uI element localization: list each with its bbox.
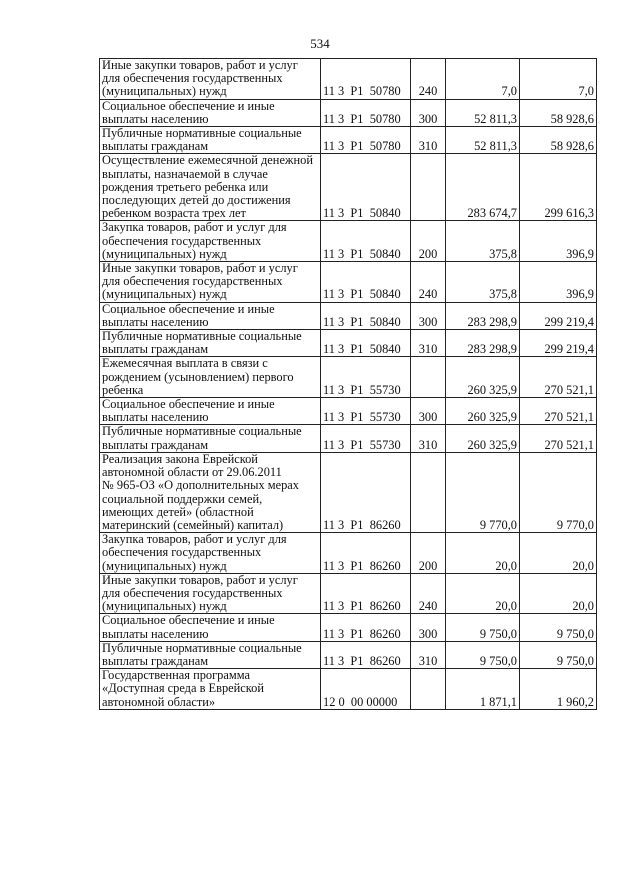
row-name-cell (100, 59, 321, 100)
row-name-line: (муниципальных) нужд (102, 599, 227, 614)
amount-year2-cell: 9 750,0 (520, 641, 597, 668)
expense-type-cell: 240 (411, 59, 446, 100)
table-row (100, 302, 597, 329)
amount-year1-cell: 283 674,7 (446, 154, 520, 221)
table-row (100, 59, 597, 100)
row-name-cell (100, 533, 321, 574)
amount-year1-cell: 9 770,0 (446, 452, 520, 532)
row-name-cell (100, 398, 321, 425)
expense-type-cell (411, 154, 446, 221)
row-name-line: Публичные нормативные социальные (102, 424, 302, 439)
row-name-line: «Доступная среда в Еврейской (102, 681, 264, 696)
code-cell: 12 0 00 00000 (321, 669, 411, 710)
budget-table-body (100, 59, 597, 710)
amount-year1-cell: 1 871,1 (446, 669, 520, 710)
amount-year2-cell: 396,9 (520, 221, 597, 262)
amount-year1-cell: 52 811,3 (446, 127, 520, 154)
row-name-line: автономной области от 29.06.2011 (102, 465, 282, 480)
row-name-cell (100, 573, 321, 614)
expense-type-cell: 300 (411, 398, 446, 425)
expense-type-cell: 310 (411, 641, 446, 668)
row-name-line: материнский (семейный) капитал) (102, 517, 284, 532)
code-cell: 11 3 Р1 86260 (321, 641, 411, 668)
expense-type-cell (411, 452, 446, 532)
row-name-line: обеспечения государственных (102, 545, 262, 560)
expense-type-cell: 310 (411, 425, 446, 452)
row-name-line: (муниципальных) нужд (102, 558, 227, 573)
code-cell: 11 3 Р1 86260 (321, 614, 411, 641)
row-name-line: последующих детей до достижения (102, 193, 291, 208)
row-name-line: имеющих детей» (областной (102, 504, 254, 519)
row-name-line: рождения третьего ребенка или (102, 179, 269, 194)
expense-type-cell: 310 (411, 127, 446, 154)
row-name-cell (100, 357, 321, 398)
row-name-line: для обеспечения государственных (102, 71, 283, 86)
row-name-line: (муниципальных) нужд (102, 287, 227, 302)
code-cell: 11 3 Р1 50840 (321, 302, 411, 329)
row-name-line: выплаты населению (102, 410, 209, 425)
row-name-line: для обеспечения государственных (102, 585, 283, 600)
row-name-line: Публичные нормативные социальные (102, 126, 302, 141)
code-cell: 11 3 Р1 86260 (321, 452, 411, 532)
row-name-line: (муниципальных) нужд (102, 246, 227, 261)
row-name-line: автономной области» (102, 694, 216, 709)
row-name-line: Реализация закона Еврейской (102, 451, 258, 466)
expense-type-cell: 240 (411, 573, 446, 614)
row-name-line: ребенка (102, 382, 144, 397)
table-row (100, 533, 597, 574)
page-number: 534 (310, 36, 330, 51)
expense-type-cell: 200 (411, 221, 446, 262)
row-name-line: Закупка товаров, работ и услуг для (102, 532, 287, 547)
budget-table (99, 58, 597, 710)
table-row (100, 573, 597, 614)
row-name-cell (100, 452, 321, 532)
row-name-cell (100, 99, 321, 126)
amount-year1-cell: 7,0 (446, 59, 520, 100)
amount-year2-cell: 7,0 (520, 59, 597, 100)
row-name-line: рождением (усыновлением) первого (102, 369, 294, 384)
row-name-line: выплаты гражданам (102, 342, 209, 357)
row-name-line: социальной поддержки семей, (102, 491, 263, 506)
amount-year1-cell: 283 298,9 (446, 330, 520, 357)
row-name-cell (100, 330, 321, 357)
row-name-cell (100, 221, 321, 262)
row-name-line: выплаты гражданам (102, 139, 209, 154)
amount-year2-cell: 299 219,4 (520, 330, 597, 357)
table-row (100, 127, 597, 154)
expense-type-cell: 300 (411, 302, 446, 329)
code-cell: 11 3 Р1 86260 (321, 533, 411, 574)
table-row (100, 357, 597, 398)
code-cell: 11 3 Р1 50780 (321, 99, 411, 126)
row-name-cell (100, 302, 321, 329)
table-row (100, 614, 597, 641)
code-cell: 11 3 Р1 86260 (321, 573, 411, 614)
row-name-line: ребенком возраста трех лет (102, 206, 246, 221)
amount-year2-cell: 9 770,0 (520, 452, 597, 532)
row-name-line: Иные закупки товаров, работ и услуг (102, 572, 298, 587)
row-name-line: Социальное обеспечение и иные (102, 613, 275, 628)
amount-year2-cell: 9 750,0 (520, 614, 597, 641)
code-cell: 11 3 Р1 55730 (321, 425, 411, 452)
row-name-line: выплаты населению (102, 626, 209, 641)
row-name-line: выплаты, назначаемой в случае (102, 166, 268, 181)
table-row (100, 452, 597, 532)
row-name-line: выплаты гражданам (102, 653, 209, 668)
table-row (100, 221, 597, 262)
expense-type-cell: 240 (411, 262, 446, 303)
amount-year1-cell: 52 811,3 (446, 99, 520, 126)
code-cell: 11 3 Р1 50840 (321, 262, 411, 303)
table-row (100, 641, 597, 668)
row-name-line: Социальное обеспечение и иные (102, 301, 275, 316)
table-row (100, 262, 597, 303)
amount-year1-cell: 20,0 (446, 573, 520, 614)
row-name-line: Государственная программа (102, 668, 250, 683)
row-name-cell (100, 262, 321, 303)
amount-year1-cell: 260 325,9 (446, 357, 520, 398)
row-name-line: Социальное обеспечение и иные (102, 397, 275, 412)
expense-type-cell: 310 (411, 330, 446, 357)
row-name-line: обеспечения государственных (102, 233, 262, 248)
row-name-cell (100, 614, 321, 641)
row-name-line: (муниципальных) нужд (102, 84, 227, 99)
expense-type-cell (411, 357, 446, 398)
row-name-cell (100, 641, 321, 668)
row-name-line: Публичные нормативные социальные (102, 329, 302, 344)
row-name-cell (100, 127, 321, 154)
amount-year1-cell: 260 325,9 (446, 425, 520, 452)
amount-year1-cell: 375,8 (446, 221, 520, 262)
amount-year1-cell: 260 325,9 (446, 398, 520, 425)
expense-type-cell: 300 (411, 99, 446, 126)
row-name-line: Публичные нормативные социальные (102, 640, 302, 655)
row-name-line: Закупка товаров, работ и услуг для (102, 220, 287, 235)
row-name-cell (100, 669, 321, 710)
amount-year1-cell: 283 298,9 (446, 302, 520, 329)
code-cell: 11 3 Р1 55730 (321, 357, 411, 398)
amount-year2-cell: 58 928,6 (520, 99, 597, 126)
amount-year2-cell: 20,0 (520, 573, 597, 614)
expense-type-cell (411, 669, 446, 710)
amount-year1-cell: 375,8 (446, 262, 520, 303)
code-cell: 11 3 Р1 50780 (321, 127, 411, 154)
table-row (100, 330, 597, 357)
row-name-cell (100, 425, 321, 452)
row-name-line: для обеспечения государственных (102, 274, 283, 289)
amount-year2-cell: 58 928,6 (520, 127, 597, 154)
row-name-line: № 965-ОЗ «О дополнительных мерах (102, 478, 299, 493)
amount-year2-cell: 299 219,4 (520, 302, 597, 329)
row-name-line: Иные закупки товаров, работ и услуг (102, 58, 298, 72)
table-row (100, 398, 597, 425)
amount-year2-cell: 20,0 (520, 533, 597, 574)
row-name-line: Иные закупки товаров, работ и услуг (102, 261, 298, 276)
row-name-cell (100, 154, 321, 221)
amount-year2-cell: 270 521,1 (520, 425, 597, 452)
row-name-line: Ежемесячная выплата в связи с (102, 356, 268, 371)
amount-year2-cell: 299 616,3 (520, 154, 597, 221)
amount-year2-cell: 270 521,1 (520, 357, 597, 398)
amount-year2-cell: 270 521,1 (520, 398, 597, 425)
table-row (100, 425, 597, 452)
table-row (100, 99, 597, 126)
amount-year2-cell: 396,9 (520, 262, 597, 303)
expense-type-cell: 300 (411, 614, 446, 641)
table-row (100, 154, 597, 221)
row-name-line: выплаты гражданам (102, 437, 209, 452)
amount-year2-cell: 1 960,2 (520, 669, 597, 710)
code-cell: 11 3 Р1 50840 (321, 330, 411, 357)
code-cell: 11 3 Р1 50840 (321, 154, 411, 221)
code-cell: 11 3 Р1 50840 (321, 221, 411, 262)
row-name-line: выплаты населению (102, 314, 209, 329)
table-row (100, 669, 597, 710)
code-cell: 11 3 Р1 50780 (321, 59, 411, 100)
amount-year1-cell: 9 750,0 (446, 641, 520, 668)
amount-year1-cell: 9 750,0 (446, 614, 520, 641)
row-name-line: Социальное обеспечение и иные (102, 98, 275, 113)
row-name-line: Осуществление ежемесячной денежной (102, 153, 313, 168)
row-name-line: выплаты населению (102, 111, 209, 126)
amount-year1-cell: 20,0 (446, 533, 520, 574)
expense-type-cell: 200 (411, 533, 446, 574)
code-cell: 11 3 Р1 55730 (321, 398, 411, 425)
